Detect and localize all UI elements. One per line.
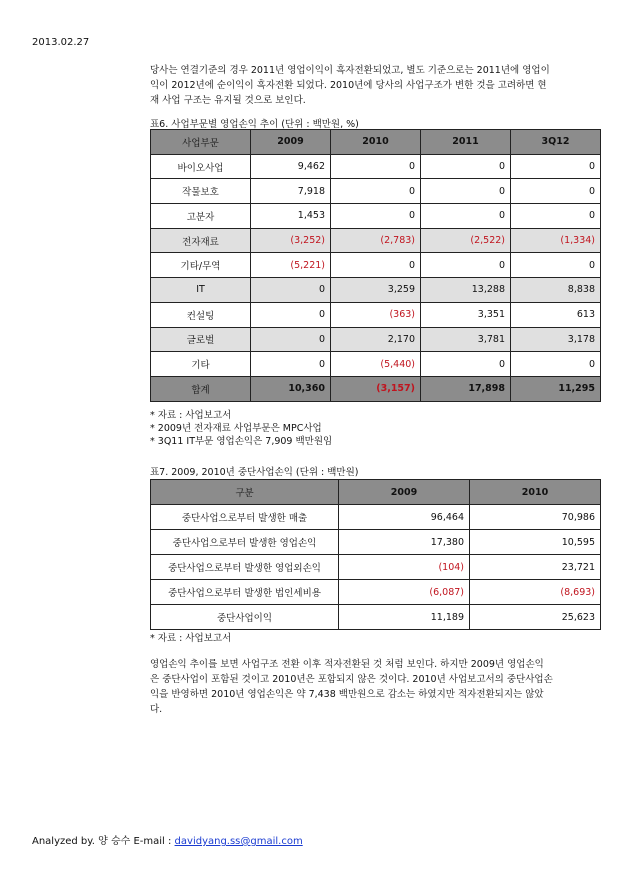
row-label: 바이오사업	[151, 154, 251, 179]
table-cell: 11,295	[511, 376, 601, 401]
row-label: 글로벌	[151, 327, 251, 352]
table-cell: 0	[511, 253, 601, 278]
table-row	[151, 505, 601, 530]
intro-paragraph	[150, 63, 602, 108]
column-header: 구분	[151, 480, 339, 505]
column-header: 2010	[470, 480, 601, 505]
table-cell: (3,157)	[331, 376, 421, 401]
table-cell: (8,693)	[470, 580, 601, 605]
table-cell: 3,178	[511, 327, 601, 352]
table-cell: 25,623	[470, 605, 601, 630]
intro-line: 익이 2012년에 순이익이 흑자전환 되었다. 2010년에 당사의 사업구조가 변한 것을 고려하면 현	[150, 80, 547, 91]
operating-profit-table	[150, 129, 601, 402]
row-label: 중단사업으로부터 발생한 매출	[151, 505, 339, 530]
table-row	[151, 278, 601, 303]
column-header: 2010	[331, 130, 421, 155]
table-row	[151, 228, 601, 253]
table-cell: 70,986	[470, 505, 601, 530]
table-cell: 3,259	[331, 278, 421, 303]
table-row	[151, 154, 601, 179]
intro-line: 당사는 연결기준의 경우 2011년 영업이익이 흑자전환되었고, 별도 기준으로는 2011년에 영업이	[150, 65, 550, 76]
table-cell: 0	[251, 352, 331, 377]
intro-line: 재 사업 구조는 유지될 것으로 보인다.	[150, 95, 306, 106]
total-row	[151, 376, 601, 401]
table-cell: 0	[511, 352, 601, 377]
table-cell: (2,522)	[421, 228, 511, 253]
table-header-row	[151, 480, 601, 505]
table-cell: 23,721	[470, 555, 601, 580]
table7-caption: 표7. 2009, 2010년 중단사업손익 (단위 : 백만원)	[150, 467, 359, 478]
table-row	[151, 605, 601, 630]
table-cell: 0	[421, 352, 511, 377]
table-cell: 0	[251, 302, 331, 327]
table-cell: 0	[421, 204, 511, 229]
column-header: 3Q12	[511, 130, 601, 155]
row-label: 기타/무역	[151, 253, 251, 278]
table-row	[151, 580, 601, 605]
table-cell: 0	[331, 154, 421, 179]
table-cell: 0	[251, 278, 331, 303]
table-cell: 613	[511, 302, 601, 327]
table-cell: (363)	[331, 302, 421, 327]
row-label: 합계	[151, 376, 251, 401]
note-line: * 3Q11 IT부문 영업손익은 7,909 백만원임	[150, 436, 333, 447]
table-cell: 8,838	[511, 278, 601, 303]
table-row	[151, 352, 601, 377]
table-cell: 2,170	[331, 327, 421, 352]
table7-notes	[150, 632, 231, 645]
note-line: * 2009년 전자재료 사업부문은 MPC사업	[150, 423, 322, 434]
table6-notes	[150, 409, 332, 448]
table-cell: 11,189	[339, 605, 470, 630]
table-cell: (3,252)	[251, 228, 331, 253]
table-row	[151, 204, 601, 229]
table-cell: 17,898	[421, 376, 511, 401]
table-cell: 0	[421, 179, 511, 204]
table-row	[151, 179, 601, 204]
conclusion-paragraph	[150, 657, 602, 717]
table-row	[151, 302, 601, 327]
conclusion-line: 익을 반영하면 2010년 영업손익은 약 7,438 백만원으로 감소는 하였지만 적자전환되지는 않았	[150, 689, 544, 700]
conclusion-line: 은 중단사업이 포함된 것이고 2010년은 포함되지 않은 것이다. 2010년 사업보고서의 중단사업손	[150, 674, 553, 685]
row-label: 기타	[151, 352, 251, 377]
table-cell: 0	[331, 253, 421, 278]
table-row	[151, 253, 601, 278]
table-row	[151, 327, 601, 352]
table-cell: 13,288	[421, 278, 511, 303]
row-label: 중단사업으로부터 발생한 영업손익	[151, 530, 339, 555]
table-cell: 9,462	[251, 154, 331, 179]
report-date: 2013.02.27	[32, 37, 90, 48]
table-cell: 96,464	[339, 505, 470, 530]
row-label: 중단사업으로부터 발생한 법인세비용	[151, 580, 339, 605]
table-row	[151, 530, 601, 555]
row-label: 작물보호	[151, 179, 251, 204]
table-cell: 0	[511, 204, 601, 229]
column-header: 2011	[421, 130, 511, 155]
email-link[interactable]: davidyang.ss@gmail.com	[174, 836, 303, 847]
table-cell: 10,595	[470, 530, 601, 555]
discontinued-ops-table	[150, 479, 601, 630]
table-cell: 10,360	[251, 376, 331, 401]
table-cell: 0	[331, 204, 421, 229]
table-cell: 3,351	[421, 302, 511, 327]
table-cell: (1,334)	[511, 228, 601, 253]
table-cell: (5,221)	[251, 253, 331, 278]
table-cell: (104)	[339, 555, 470, 580]
row-label: 전자재료	[151, 228, 251, 253]
table-cell: 0	[511, 154, 601, 179]
row-label: 고분자	[151, 204, 251, 229]
table-cell: 7,918	[251, 179, 331, 204]
table-cell: (2,783)	[331, 228, 421, 253]
table-row	[151, 555, 601, 580]
table-cell: 17,380	[339, 530, 470, 555]
row-label: 중단사업이익	[151, 605, 339, 630]
table6-caption: 표6. 사업부문별 영업손익 추이 (단위 : 백만원, %)	[150, 119, 359, 130]
table-cell: (5,440)	[331, 352, 421, 377]
note-line: * 자료 : 사업보고서	[150, 633, 232, 644]
footer-author: Analyzed by. 양 승수 E-mail :	[32, 836, 175, 847]
table-cell: 0	[331, 179, 421, 204]
table-cell: 0	[421, 253, 511, 278]
column-header: 2009	[251, 130, 331, 155]
row-label: 컨설팅	[151, 302, 251, 327]
table-cell: (6,087)	[339, 580, 470, 605]
table-cell: 3,781	[421, 327, 511, 352]
column-header: 2009	[339, 480, 470, 505]
table-cell: 0	[511, 179, 601, 204]
column-header: 사업부문	[151, 130, 251, 155]
table-cell: 0	[421, 154, 511, 179]
table-header-row	[151, 130, 601, 155]
footer	[32, 832, 303, 847]
table-cell: 0	[251, 327, 331, 352]
conclusion-line: 다.	[150, 704, 163, 715]
row-label: 중단사업으로부터 발생한 영업외손익	[151, 555, 339, 580]
table-cell: 1,453	[251, 204, 331, 229]
conclusion-line: 영업손익 추이를 보면 사업구조 전환 이후 적자전환된 것 처럼 보인다. 하지만 2009년 영업손익	[150, 659, 544, 670]
note-line: * 자료 : 사업보고서	[150, 410, 232, 421]
row-label: IT	[151, 278, 251, 303]
